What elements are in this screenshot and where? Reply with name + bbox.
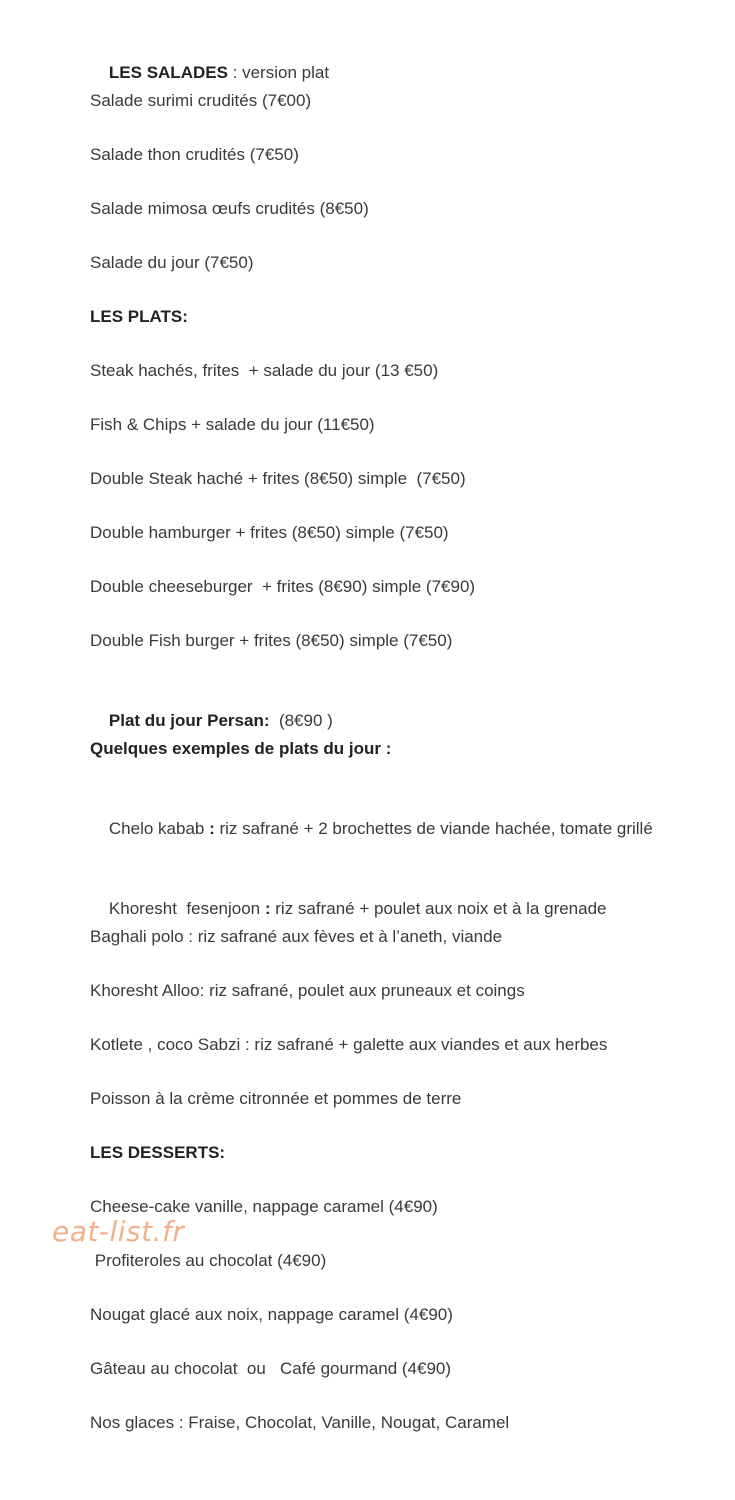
- menu-item: Double Fish burger + frites (8€50) simple (7€50): [90, 631, 453, 650]
- exemple-item: Kotlete , coco Sabzi : riz safrané + galette aux viandes et aux herbes: [90, 1035, 608, 1054]
- plat-persan-price: (8€90 ): [269, 711, 333, 730]
- menu-item: Double hamburger + frites (8€50) simple (7€50): [90, 523, 449, 542]
- salades-heading: LES SALADES: [108, 63, 228, 82]
- salades-heading-suffix: : version plat: [227, 63, 330, 82]
- exemple-name: Chelo kabab: [108, 819, 210, 838]
- menu-item: Salade surimi crudités (7€00): [90, 91, 312, 110]
- menu-item: Cheese-cake vanille, nappage caramel (4€90): [90, 1197, 438, 1216]
- menu-item: Double cheeseburger + frites (8€90) simple (7€90): [90, 577, 476, 596]
- exemple-item: Baghali polo : riz safrané aux fèves et à l’aneth, viande: [90, 927, 503, 946]
- exemples-heading: Quelques exemples de plats du jour :: [90, 739, 392, 758]
- exemple-desc: riz safrané + 2 brochettes de viande hachée, tomate grillé: [214, 819, 653, 838]
- menu-item: Fish & Chips + salade du jour (11€50): [90, 415, 375, 434]
- exemple-desc: riz safrané + poulet aux noix et à la grenade: [270, 899, 607, 918]
- plats-heading: LES PLATS:: [90, 307, 188, 326]
- menu-item: Double Steak haché + frites (8€50) simple (7€50): [90, 469, 466, 488]
- exemple-name: Khoresht fesenjoon: [108, 899, 265, 918]
- exemple-item: Khoresht Alloo: riz safrané, poulet aux pruneaux et coings: [90, 981, 525, 1000]
- menu-item: Salade du jour (7€50): [90, 253, 254, 272]
- menu-item: Nos glaces : Fraise, Chocolat, Vanille, Nougat, Caramel: [90, 1413, 510, 1432]
- menu-item: Steak hachés, frites + salade du jour (13 €50): [90, 361, 439, 380]
- menu-item: Gâteau au chocolat ou Café gourmand (4€90): [90, 1359, 452, 1378]
- watermark-logo: eat-list.fr: [52, 1215, 185, 1248]
- exemple-separator: :: [209, 819, 215, 838]
- plat-persan-label: Plat du jour Persan:: [108, 711, 270, 730]
- menu-item: Salade thon crudités (7€50): [90, 145, 299, 164]
- exemple-item: [90, 790, 660, 868]
- desserts-heading: LES DESSERTS:: [90, 1143, 226, 1162]
- menu-item: Profiteroles au chocolat (4€90): [90, 1251, 327, 1270]
- exemple-separator: :: [264, 899, 271, 918]
- exemple-item: Poisson à la crème citronnée et pommes de terre: [90, 1089, 462, 1108]
- menu-item: Nougat glacé aux noix, nappage caramel (4€90): [90, 1305, 453, 1324]
- menu-item: Salade mimosa œufs crudités (8€50): [90, 199, 369, 218]
